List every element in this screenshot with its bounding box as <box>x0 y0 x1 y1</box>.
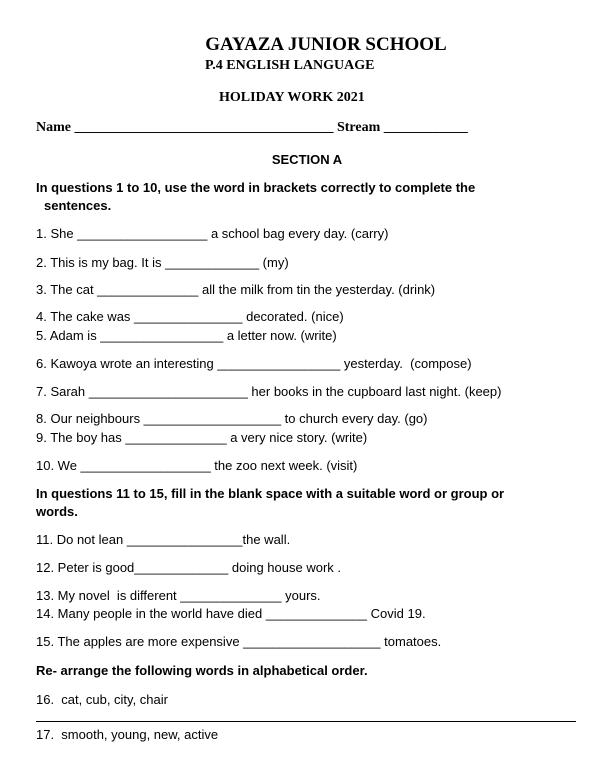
question-13[interactable]: 13. My novel is different ______________ yours. <box>36 588 321 603</box>
question-14[interactable]: 14. Many people in the world have died ______________ Covid 19. <box>36 606 426 621</box>
instruction-c: Re- arrange the following words in alphabetical order. <box>36 663 368 678</box>
section-heading: SECTION A <box>271 152 343 167</box>
question-2[interactable]: 2. This is my bag. It is _____________ (my) <box>36 255 289 270</box>
question-12[interactable]: 12. Peter is good_____________ doing house work . <box>36 560 342 575</box>
school-name: GAYAZA JUNIOR SCHOOL <box>205 34 447 55</box>
holiday-work-title: HOLIDAY WORK 2021 <box>219 90 365 105</box>
question-8[interactable]: 8. Our neighbours ___________________ to church every day. (go) <box>36 411 428 426</box>
question-1[interactable]: 1. She __________________ a school bag every day. (carry) <box>36 226 389 241</box>
question-16: 16. cat, cub, city, chair <box>36 692 168 707</box>
name-stream-line[interactable]: Name _____________________________________ Stream ____________ <box>36 120 468 135</box>
instruction-a-line1: In questions 1 to 10, use the word in brackets correctly to complete the <box>36 180 476 195</box>
question-17: 17. smooth, young, new, active <box>36 727 219 742</box>
question-9[interactable]: 9. The boy has ______________ a very nice story. (write) <box>36 430 368 445</box>
question-10[interactable]: 10. We __________________ the zoo next week. (visit) <box>36 458 358 473</box>
answer-line[interactable] <box>36 721 576 722</box>
instruction-b-line2: words. <box>36 504 78 519</box>
question-15[interactable]: 15. The apples are more expensive ___________________ tomatoes. <box>36 634 442 649</box>
question-6[interactable]: 6. Kawoya wrote an interesting _________________ yesterday. (compose) <box>36 356 472 371</box>
question-5[interactable]: 5. Adam is _________________ a letter now. (write) <box>36 328 337 343</box>
question-3[interactable]: 3. The cat ______________ all the milk from tin the yesterday. (drink) <box>36 282 436 297</box>
instruction-a-line2: sentences. <box>44 198 112 213</box>
instruction-b-line1: In questions 11 to 15, fill in the blank space with a suitable word or group or <box>36 486 505 501</box>
question-4[interactable]: 4. The cake was _______________ decorated. (nice) <box>36 309 344 324</box>
subject-title: P.4 ENGLISH LANGUAGE <box>205 58 375 73</box>
question-7[interactable]: 7. Sarah ______________________ her books in the cupboard last night. (keep) <box>36 384 502 399</box>
question-11[interactable]: 11. Do not lean ________________the wall. <box>36 532 291 547</box>
